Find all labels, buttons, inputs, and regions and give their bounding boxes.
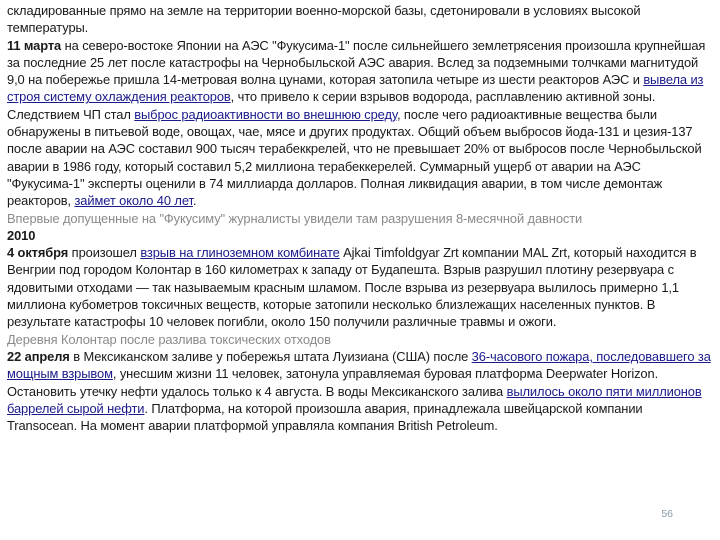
paragraph-text: , унесшим жизни 11 человек, затонула управляемая буровая платформа Deepwater Horizon. — [112, 366, 659, 382]
photo-caption-fukushima: Впервые допущенные на "Фукусиму" журналисты увидели там разрушения 8-месячной давности — [7, 210, 583, 226]
paragraph-text: , что привело к серии взрывов водорода, расплавлению активной зоны. — [230, 89, 656, 105]
paragraph-kolontar — [7, 244, 713, 330]
paragraph-text: Следствием ЧП стал — [7, 106, 135, 122]
link-cooling-system[interactable]: вывела из строя систему охлаждения реакторов — [7, 72, 704, 105]
paragraph-oil-spill — [7, 383, 713, 435]
paragraph-text: складированные прямо на земле на территории военно-морской базы, сдетонировали в условиях высокой температуры. — [7, 3, 641, 36]
event-date: 4 октября — [7, 245, 69, 261]
link-alumina-plant-explosion[interactable]: взрыв на глиноземном комбинате — [140, 245, 340, 261]
year-label: 2010 — [7, 227, 36, 243]
paragraph-text: , после чего радиоактивные вещества были обнаружены в питьевой воде, овощах, чае, мясе и других продуктах. Общий объем выбросов йода-131 и цезия-137 после аварии на АЭС составил 900 тысяч терабеккрелей, что не превышает 20% от выбросов после Чернобыльской аварии в 1986 году, который составил 5,2 миллиона терабеккерелей. Суммарный ущерб от аварии на АЭС "Фукусима-1" эксперты оценили в 74 миллиарда долларов. Полная ликвидация аварии, в том числе демонтаж реакторов, — [7, 106, 702, 209]
paragraph-text: . — [192, 193, 197, 209]
paragraph-text: Ajkai Timfoldgyar Zrt компании MAL Zrt, который находится в Венгрии под городом Колонтар в 160 километрах к западу от Будапешта. Взрыв разрушил плотину резервуара с ядовитыми отходами — так называемым красным шламом. После взрыва из резервуара вылилось примерно 1,1 миллиона кубометров токсичных веществ, которые затопили несколько близлежащих населенных пунктов. В результате катастрофы 10 человек погибли, около 150 получили различные травмы и ожоги. — [7, 245, 697, 330]
event-date: 22 апреля — [7, 348, 70, 364]
paragraph-intro — [7, 2, 713, 37]
event-date: 11 марта — [7, 37, 62, 53]
paragraph-text: в Мексиканском заливе у побережья штата Луизиана (США) после — [69, 348, 472, 364]
paragraph-deepwater — [7, 348, 713, 383]
link-oil-spill[interactable]: вылилось около пяти миллионов баррелей сырой нефти — [7, 383, 702, 416]
paragraph-text: произошел — [68, 245, 141, 261]
photo-caption-kolontar: Деревня Колонтар после разлива токсических отходов — [7, 331, 331, 347]
page-number: 56 — [661, 508, 673, 520]
paragraph-fukushima — [7, 37, 713, 106]
paragraph-text: Остановить утечку нефти удалось только к 4 августа. В воды Мексиканского залива — [7, 383, 507, 399]
link-36-hour-fire[interactable]: 36-часового пожара, последовавшего за мощным взрывом — [7, 348, 711, 382]
year-heading — [7, 227, 713, 244]
link-radiation-release[interactable]: выброс радиоактивности во внешнюю среду — [134, 106, 397, 122]
paragraph-text: . Платформа, на которой произошла авария, принадлежала швейцарской компании Transocean. На момент аварии платформой управляла компания British Petroleum. — [7, 400, 643, 434]
paragraph-text: на северо-востоке Японии на АЭС "Фукусима-1" после сильнейшего землетрясения произошла крупнейшая за последние 25 лет после катастрофы на Чернобыльской АЭС авария. Вслед за подземными толчками магнитудой 9,0 на побережье пришла 14-метровая волна цунами, которая затопила четыре из шести реакторов АЭС и — [7, 37, 706, 88]
paragraph-radiation — [7, 106, 713, 210]
link-40-years[interactable]: займет около 40 лет — [74, 193, 193, 209]
article-body — [7, 2, 713, 434]
